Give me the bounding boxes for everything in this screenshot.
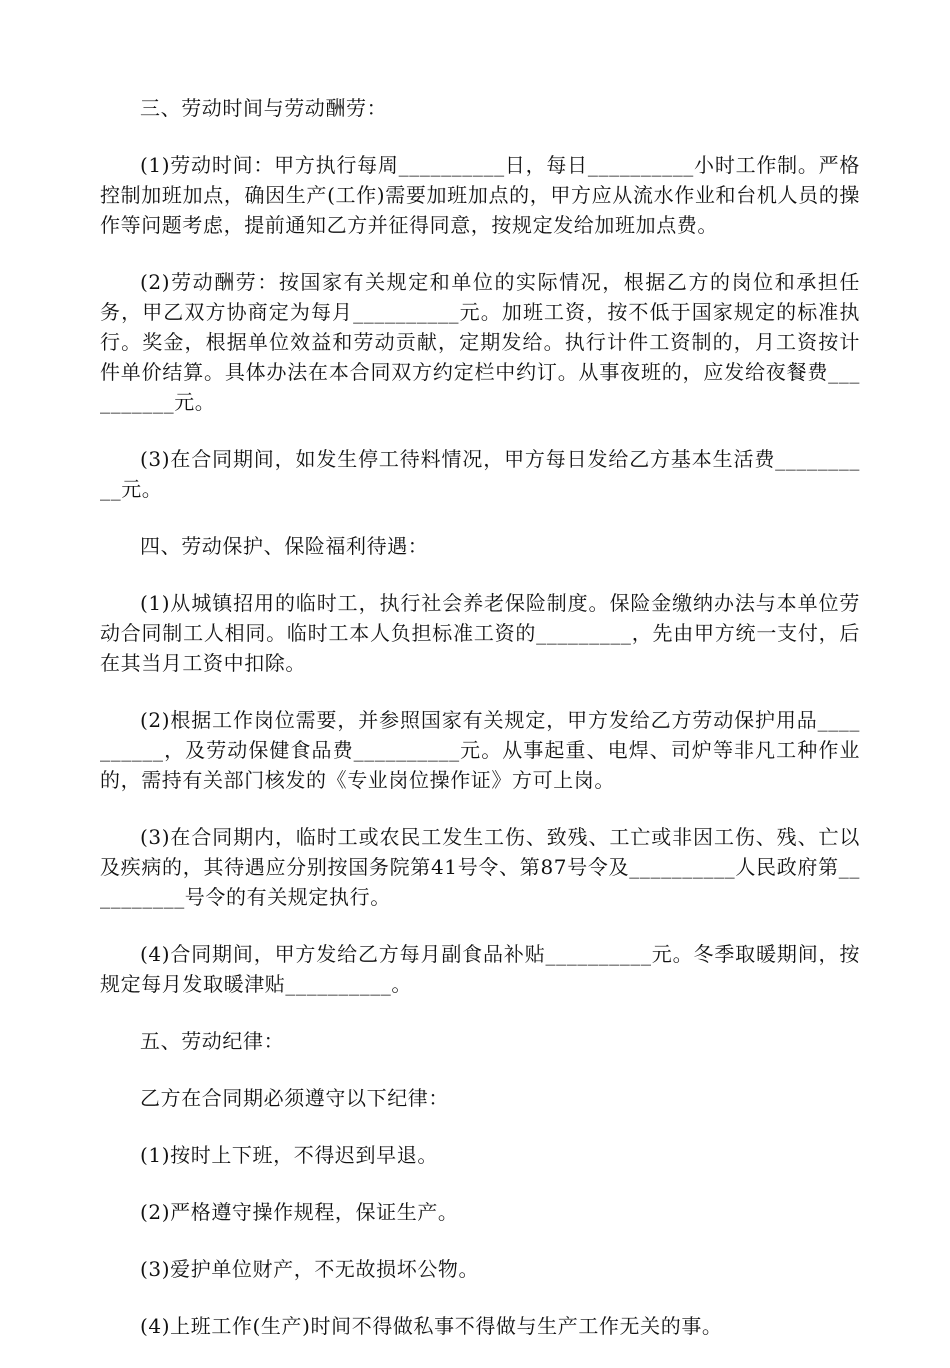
section-heading-4: 四、劳动保护、保险福利待遇： bbox=[140, 534, 429, 558]
paragraph-working-hours: (1)劳动时间：甲方执行每周__________日，每日__________小时工作制。严格控制加班加点，确因生产(工作)需要加班加点的，甲方应从流水作业和台机人员的操作等问题考虑，提前通知乙方并征得同意，按规定发给加班加点费。 bbox=[100, 153, 860, 237]
paragraph-remuneration: (2)劳动酬劳：按国家有关规定和单位的实际情况，根据乙方的岗位和承担任务，甲乙双方协商定为每月__________元。加班工资，按不低于国家规定的标准执行。奖金，根据单位效益和劳动贡献，定期发给。执行计件工资制的，月工资按计件单价结算。具体办法在本合同双方约定栏中约订。从事夜班的，应发给夜餐费__________元。 bbox=[100, 270, 860, 414]
paragraph-work-injury: (3)在合同期内，临时工或农民工发生工伤、致残、工亡或非因工伤、残、亡以及疾病的，其待遇应分别按国务院第41号令、第87号令及__________人民政府第__________号令的有关规定执行。 bbox=[100, 825, 860, 909]
discipline-item-3: (3)爱护单位财产，不无故损坏公物。 bbox=[140, 1257, 480, 1281]
paragraph-pension-insurance: (1)从城镇招用的临时工，执行社会养老保险制度。保险金缴纳办法与本单位劳动合同制工人相同。临时工本人负担标准工资的_________，先由甲方统一支付，后在其当月工资中扣除。 bbox=[100, 591, 860, 675]
discipline-item-4: (4)上班工作(生产)时间不得做私事不得做与生产工作无关的事。 bbox=[140, 1314, 723, 1338]
paragraph-living-allowance: (3)在合同期间，如发生停工待料情况，甲方每日发给乙方基本生活费__________元。 bbox=[100, 447, 860, 501]
section-heading-5: 五、劳动纪律： bbox=[140, 1029, 285, 1053]
section-heading-3: 三、劳动时间与劳动酬劳： bbox=[140, 96, 388, 120]
discipline-item-1: (1)按时上下班，不得迟到早退。 bbox=[140, 1143, 438, 1167]
discipline-item-2: (2)严格遵守操作规程，保证生产。 bbox=[140, 1200, 459, 1224]
document-body bbox=[100, 93, 860, 1368]
paragraph-protective-equipment: (2)根据工作岗位需要，并参照国家有关规定，甲方发给乙方劳动保护用品__________，及劳动保健食品费__________元。从事起重、电焊、司炉等非凡工种作业的，需持有关部门核发的《专业岗位操作证》方可上岗。 bbox=[100, 708, 860, 792]
paragraph-discipline-intro: 乙方在合同期必须遵守以下纪律： bbox=[140, 1086, 449, 1110]
paragraph-food-subsidy: (4)合同期间，甲方发给乙方每月副食品补贴__________元。冬季取暖期间，按规定每月发取暖津贴__________。 bbox=[100, 942, 860, 996]
